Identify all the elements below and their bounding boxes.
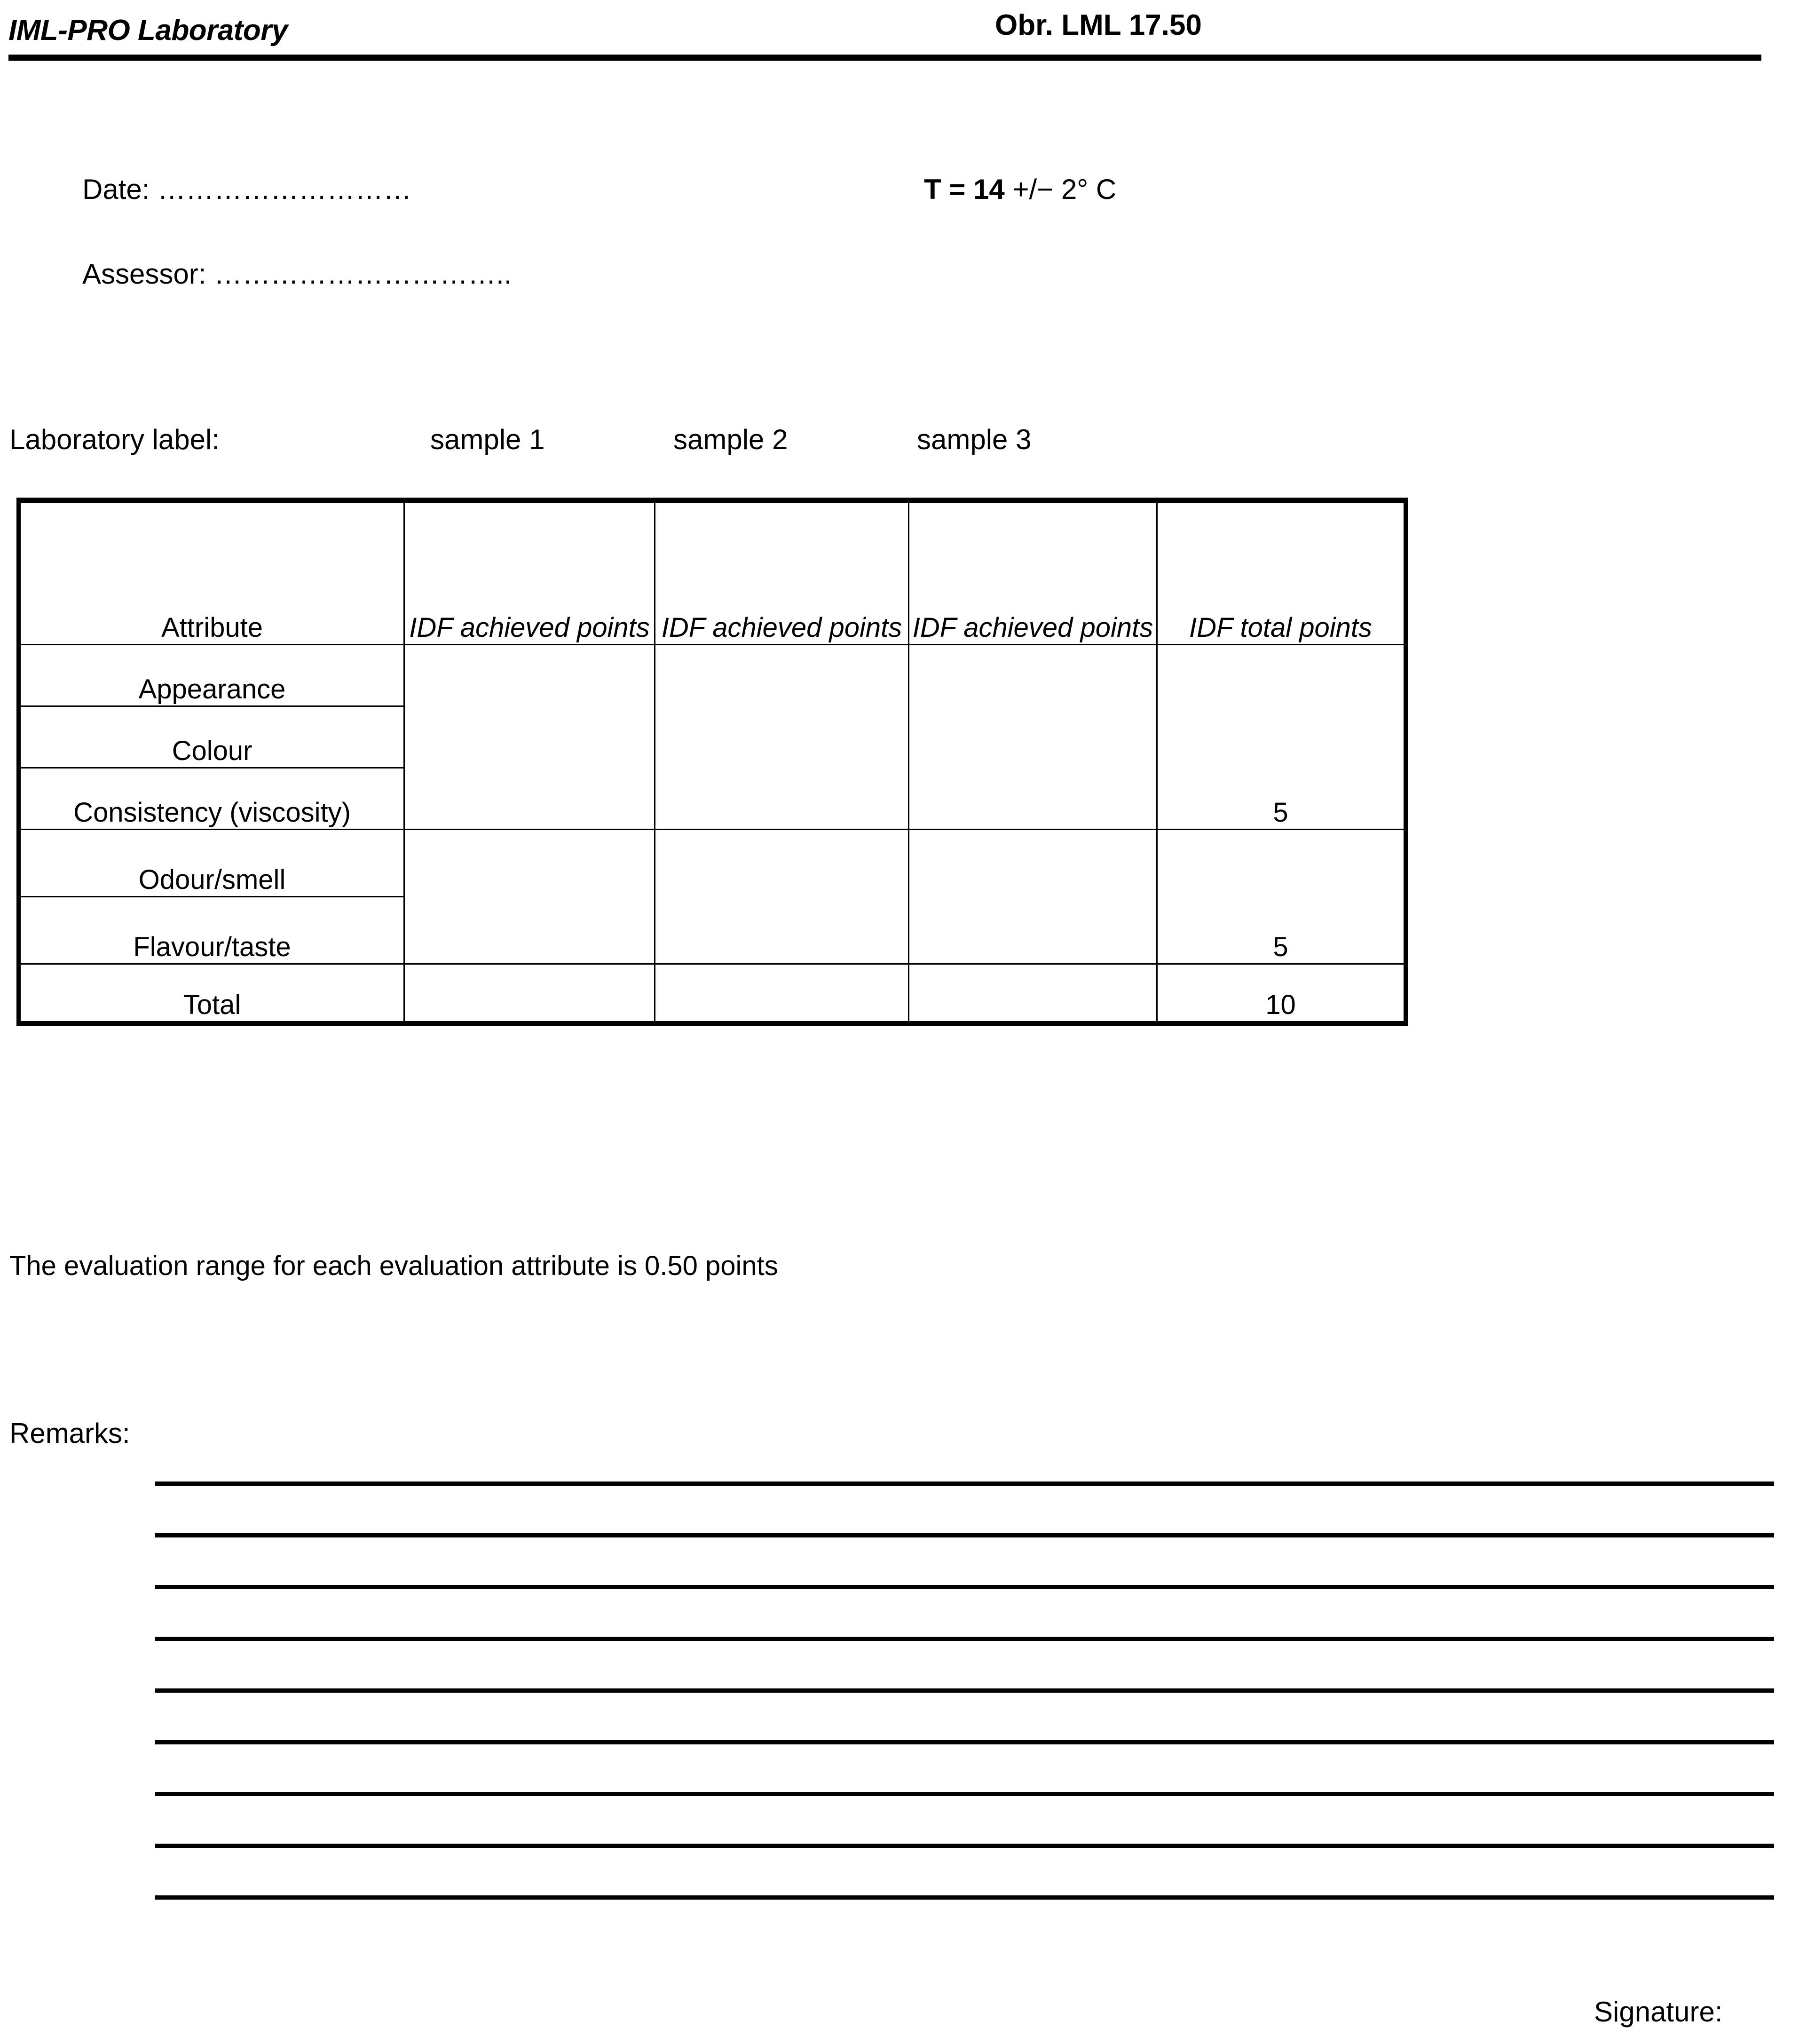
- remarks-line[interactable]: [155, 1740, 1774, 1744]
- temperature-value: T = 14: [924, 174, 1005, 205]
- input-cell-sample2-group1[interactable]: [655, 645, 909, 830]
- remarks-line[interactable]: [155, 1895, 1774, 1900]
- attribute-consistency: Consistency (viscosity): [19, 768, 404, 830]
- input-cell-sample3-group2[interactable]: [909, 830, 1157, 964]
- remarks-label: Remarks:: [9, 1418, 130, 1449]
- total-points-group-odour: 5: [1157, 830, 1406, 964]
- header-sample-3-points: IDF achieved points: [909, 500, 1157, 645]
- attribute-appearance: Appearance: [19, 645, 404, 706]
- assessor-field-label[interactable]: Assessor: …………………………..: [82, 258, 512, 290]
- table-row: [19, 645, 1406, 706]
- header-sample-2-points: IDF achieved points: [655, 500, 909, 645]
- sample-2-label: sample 2: [673, 424, 788, 455]
- evaluation-range-note: The evaluation range for each evaluation attribute is 0.50 points: [9, 1251, 778, 1281]
- input-cell-sample2-group2[interactable]: [655, 830, 909, 964]
- remarks-line[interactable]: [155, 1688, 1774, 1693]
- remarks-line-gap: [155, 1589, 1774, 1637]
- remarks-ruled-lines[interactable]: [155, 1482, 1774, 1900]
- input-cell-sample1-total[interactable]: [404, 964, 655, 1024]
- attribute-colour: Colour: [19, 706, 404, 768]
- attribute-odour: Odour/smell: [19, 830, 404, 897]
- remarks-line[interactable]: [155, 1792, 1774, 1796]
- remarks-line[interactable]: [155, 1585, 1774, 1589]
- header-attribute: Attribute: [19, 500, 404, 645]
- date-field-label[interactable]: Date: ………………………: [82, 174, 412, 205]
- sample-3-label: sample 3: [917, 424, 1032, 455]
- lab-name-title: IML-PRO Laboratory: [8, 14, 288, 47]
- total-points-grand-total: 10: [1157, 964, 1406, 1024]
- header-total-points: IDF total points: [1157, 500, 1406, 645]
- total-points-group-appearance: 5: [1157, 645, 1406, 830]
- evaluation-table: [16, 498, 1408, 1026]
- header-divider-rule: [8, 55, 1761, 61]
- remarks-line[interactable]: [155, 1844, 1774, 1848]
- remarks-line[interactable]: [155, 1482, 1774, 1486]
- remarks-line-gap: [155, 1744, 1774, 1792]
- remarks-line-gap: [155, 1537, 1774, 1585]
- remarks-line-gap: [155, 1486, 1774, 1533]
- page-header: [8, 8, 1761, 52]
- signature-label: Signature:: [1594, 1996, 1723, 2028]
- table-header-row: [19, 500, 1406, 645]
- remarks-line-gap: [155, 1641, 1774, 1688]
- laboratory-label-text: Laboratory label:: [9, 424, 220, 455]
- sample-1-label: sample 1: [430, 424, 545, 455]
- attribute-flavour: Flavour/taste: [19, 897, 404, 964]
- table-row: [19, 830, 1406, 897]
- remarks-line[interactable]: [155, 1533, 1774, 1537]
- input-cell-sample3-total[interactable]: [909, 964, 1157, 1024]
- remarks-line[interactable]: [155, 1637, 1774, 1641]
- temperature-tolerance: +/− 2° C: [1004, 174, 1117, 205]
- remarks-line-gap: [155, 1693, 1774, 1740]
- input-cell-sample1-group2[interactable]: [404, 830, 655, 964]
- temperature-spec: [924, 173, 1116, 206]
- input-cell-sample3-group1[interactable]: [909, 645, 1157, 830]
- remarks-line-gap: [155, 1796, 1774, 1844]
- header-sample-1-points: IDF achieved points: [404, 500, 655, 645]
- remarks-line-gap: [155, 1848, 1774, 1895]
- input-cell-sample2-total[interactable]: [655, 964, 909, 1024]
- form-code-title: Obr. LML 17.50: [995, 9, 1202, 41]
- table-row-total: [19, 964, 1406, 1024]
- attribute-total: Total: [19, 964, 404, 1024]
- input-cell-sample1-group1[interactable]: [404, 645, 655, 830]
